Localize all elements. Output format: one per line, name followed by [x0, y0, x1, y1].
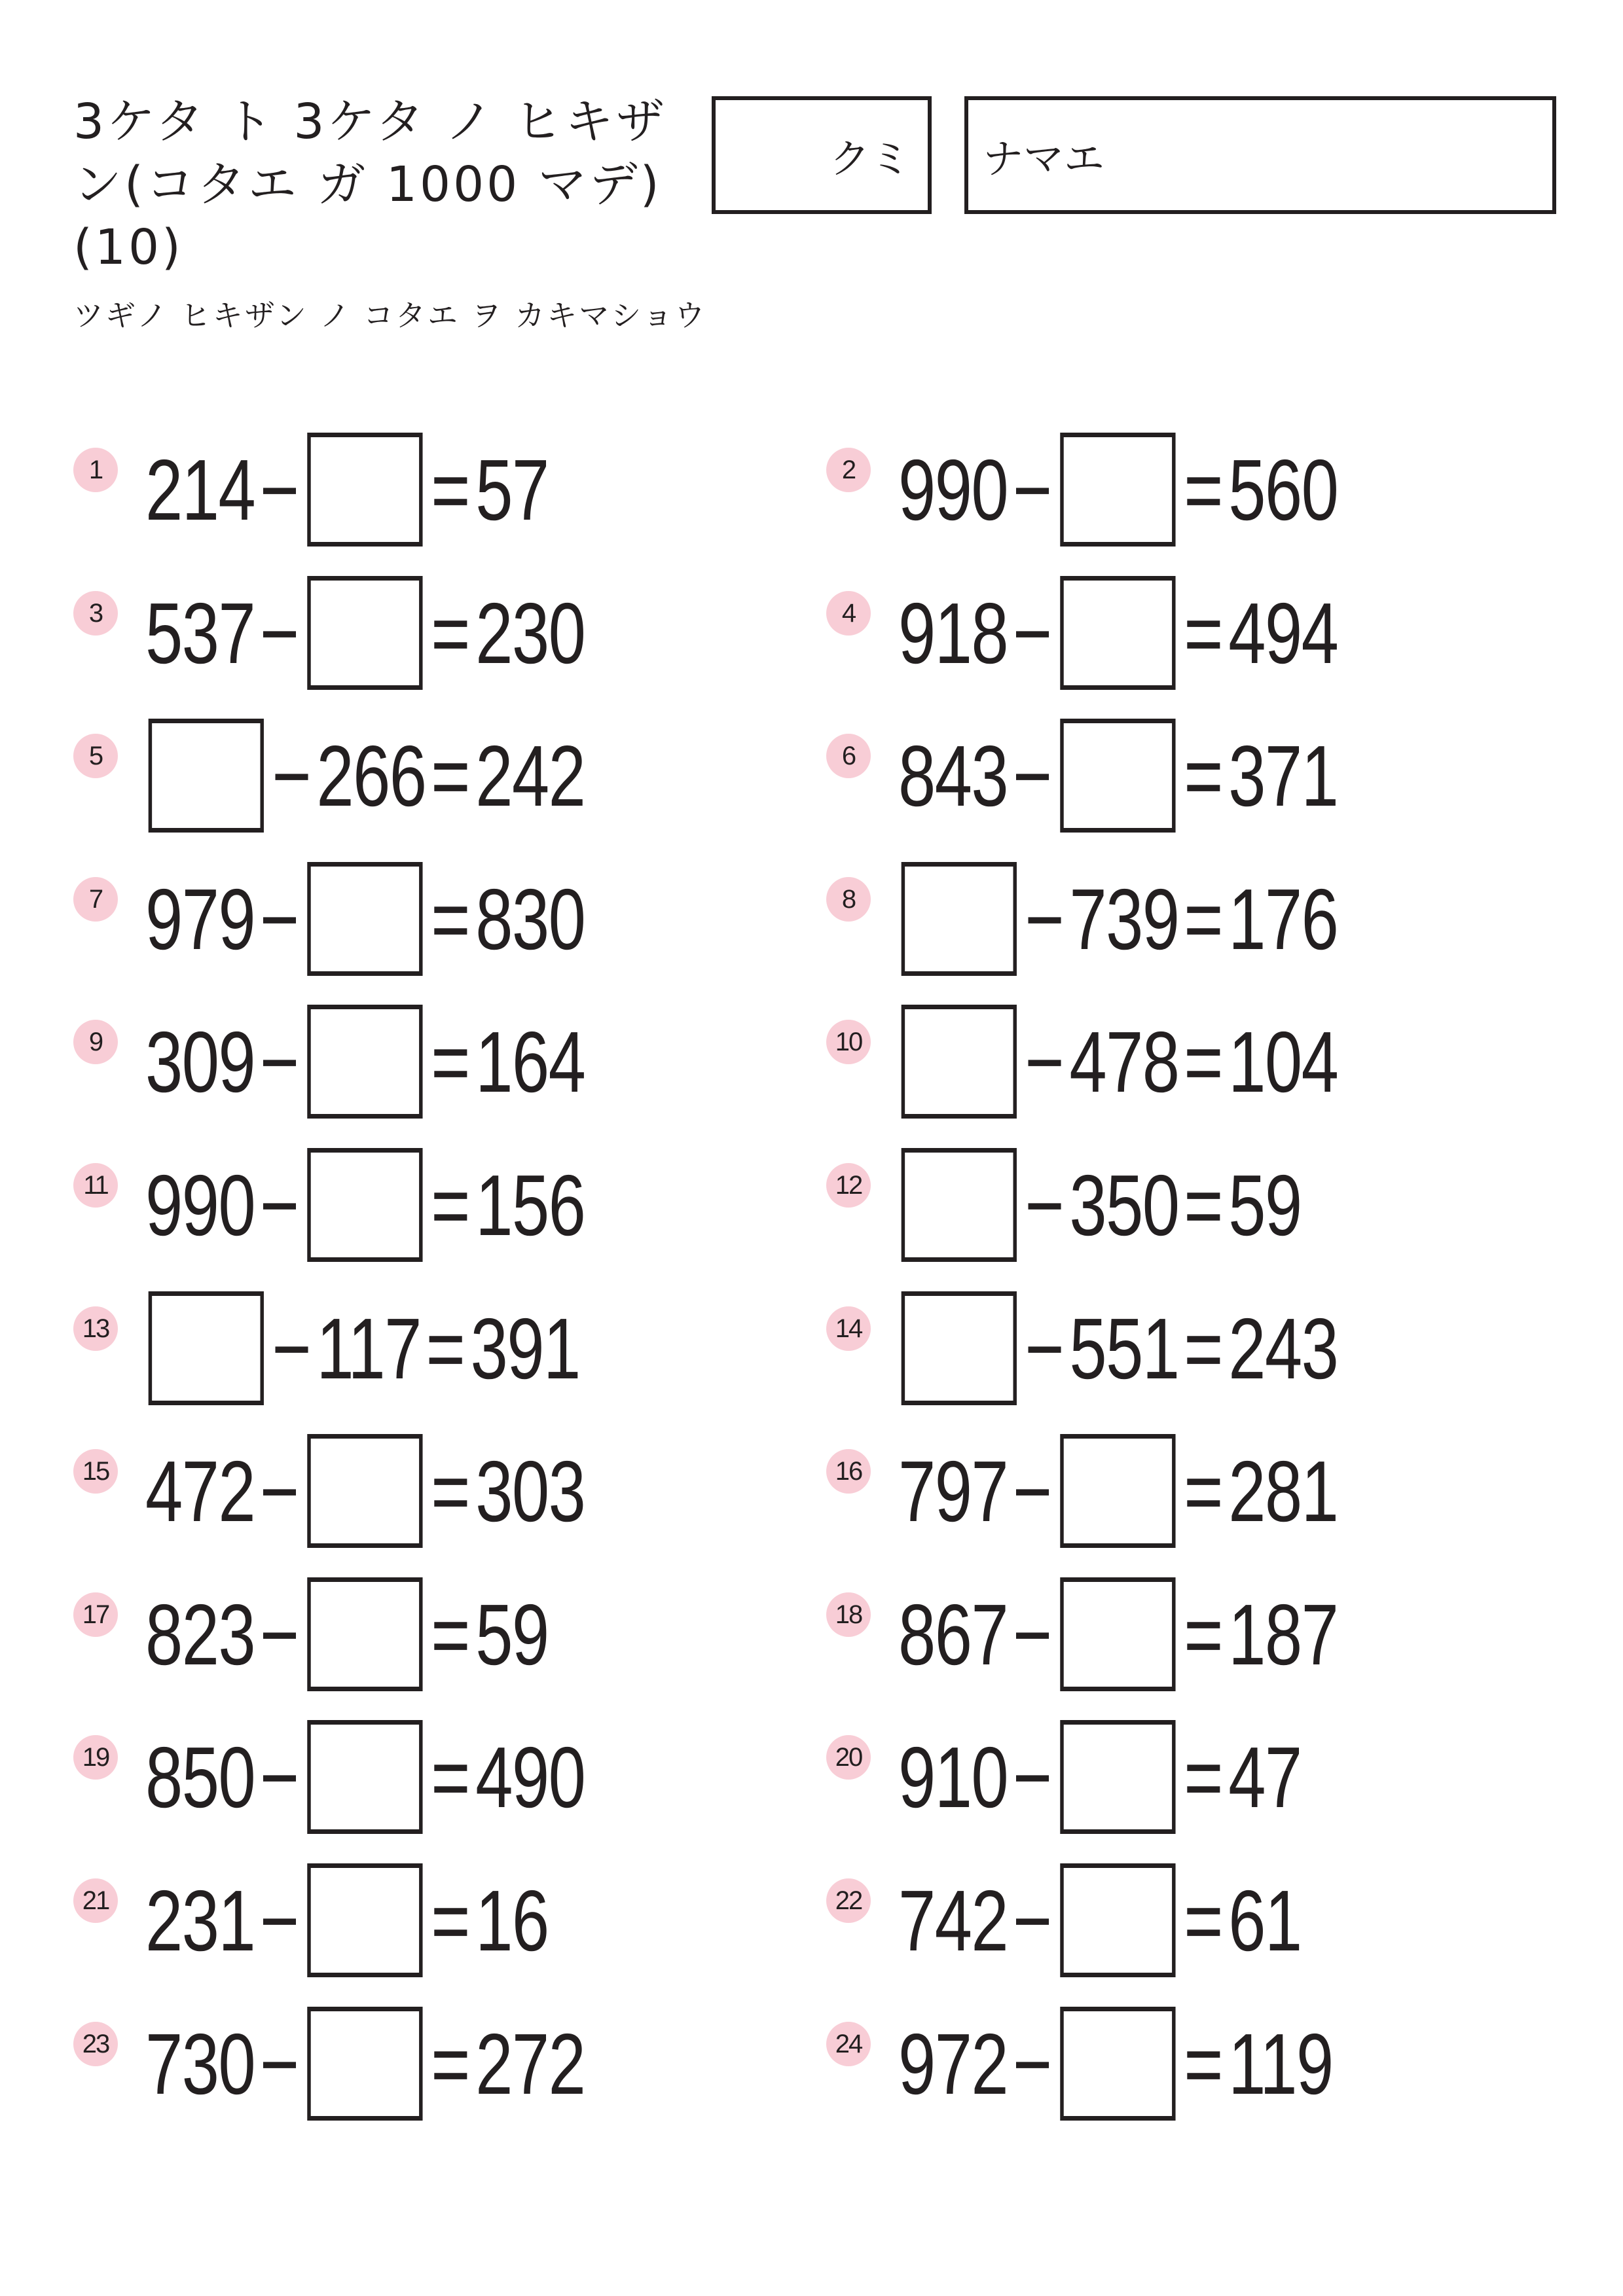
subtrahend: 478: [1069, 1013, 1179, 1110]
problem-item: [826, 2005, 1481, 2123]
subtrahend: 266: [316, 727, 426, 824]
result: 59: [1228, 1157, 1302, 1253]
problem-expression: [898, 2005, 1333, 2123]
minuend: 990: [898, 441, 1008, 538]
equals-sign: =: [431, 870, 471, 967]
problem-expression: [145, 1432, 585, 1550]
problem-number: 20: [826, 1735, 871, 1780]
equals-sign: =: [431, 1872, 471, 1969]
problem-expression: [145, 574, 585, 692]
minuend: 823: [145, 1586, 255, 1683]
result: 57: [475, 441, 549, 538]
answer-box[interactable]: [902, 1148, 1017, 1262]
problem-number: 15: [73, 1449, 118, 1494]
subtrahend: 117: [316, 1300, 421, 1397]
answer-box[interactable]: [1061, 433, 1176, 547]
minuend: 730: [145, 2015, 255, 2112]
problem-number: 1: [73, 448, 118, 492]
problem-expression: [898, 717, 1338, 834]
minus-sign: −: [1025, 1300, 1065, 1397]
problem-number: 2: [826, 448, 871, 492]
equals-sign: =: [431, 727, 471, 824]
problem-expression: [145, 1718, 585, 1836]
problem-number: 23: [73, 2022, 118, 2066]
minus-sign: −: [259, 1013, 300, 1110]
result: 16: [475, 1872, 549, 1969]
result: 560: [1228, 441, 1338, 538]
problem-number: 14: [826, 1306, 871, 1351]
problem-number: 7: [73, 877, 118, 922]
minus-sign: −: [259, 1729, 300, 1825]
problem-expression: [145, 431, 549, 548]
answer-box[interactable]: [1061, 719, 1176, 833]
subtrahend: 551: [1069, 1300, 1179, 1397]
problem-expression: [898, 860, 1338, 978]
minuend: 797: [898, 1443, 1008, 1539]
equals-sign: =: [431, 2015, 471, 2112]
result: 242: [475, 727, 585, 824]
problem-number: 13: [73, 1306, 118, 1351]
equals-sign: =: [431, 1443, 471, 1539]
subtrahend: 350: [1069, 1157, 1179, 1253]
problem-item: [826, 1003, 1481, 1121]
equals-sign: =: [1184, 1443, 1224, 1539]
answer-box[interactable]: [308, 1720, 423, 1834]
problem-item: [826, 1146, 1481, 1264]
name-label: ナマエ: [983, 134, 1105, 183]
result: 156: [475, 1157, 585, 1253]
problem-number: 18: [826, 1592, 871, 1637]
minus-sign: −: [1012, 1872, 1053, 1969]
problem-item: [73, 1575, 728, 1693]
minus-sign: −: [1012, 584, 1053, 681]
problem-number: 11: [73, 1163, 118, 1208]
problem-number: 12: [826, 1163, 871, 1208]
answer-box[interactable]: [1061, 1863, 1176, 1977]
answer-box[interactable]: [308, 1005, 423, 1119]
problem-number: 3: [73, 591, 118, 636]
problem-item: [73, 1861, 728, 1979]
minus-sign: −: [1012, 1586, 1053, 1683]
minus-sign: −: [259, 1872, 300, 1969]
problem-item: [826, 717, 1481, 834]
answer-box[interactable]: [1061, 2007, 1176, 2121]
instruction-text: ツギノ ヒキザン ノ コタエ ヲ カキマショウ: [73, 298, 707, 333]
answer-box[interactable]: [1061, 1577, 1176, 1691]
result: 187: [1228, 1586, 1338, 1683]
minus-sign: −: [259, 1157, 300, 1253]
result: 230: [475, 584, 585, 681]
equals-sign: =: [1184, 1013, 1224, 1110]
result: 119: [1228, 2015, 1333, 2112]
minuend: 979: [145, 870, 255, 967]
equals-sign: =: [431, 441, 471, 538]
result: 494: [1228, 584, 1338, 681]
minus-sign: −: [259, 1443, 300, 1539]
minus-sign: −: [259, 1586, 300, 1683]
problem-item: [73, 1718, 728, 1836]
problem-item: [826, 431, 1481, 548]
minuend: 850: [145, 1729, 255, 1825]
minuend: 910: [898, 1729, 1008, 1825]
minus-sign: −: [272, 727, 312, 824]
result: 490: [475, 1729, 585, 1825]
minuend: 972: [898, 2015, 1008, 2112]
problem-expression: [145, 1289, 580, 1407]
answer-box[interactable]: [1061, 1434, 1176, 1548]
problem-expression: [145, 1575, 549, 1693]
equals-sign: =: [431, 1013, 471, 1110]
problem-expression: [898, 1146, 1302, 1264]
answer-box[interactable]: [308, 862, 423, 976]
answer-box[interactable]: [902, 1291, 1017, 1405]
problem-number: 24: [826, 2022, 871, 2066]
equals-sign: =: [431, 1586, 471, 1683]
problem-item: [73, 1289, 728, 1407]
minuend: 472: [145, 1443, 255, 1539]
result: 830: [475, 870, 585, 967]
result: 281: [1228, 1443, 1338, 1539]
minus-sign: −: [259, 2015, 300, 2112]
minuend: 309: [145, 1013, 255, 1110]
minuend: 843: [898, 727, 1008, 824]
problem-item: [73, 860, 728, 978]
problem-item: [73, 1432, 728, 1550]
result: 61: [1228, 1872, 1302, 1969]
result: 243: [1228, 1300, 1338, 1397]
problem-item: [73, 2005, 728, 2123]
problem-number: 10: [826, 1020, 871, 1064]
equals-sign: =: [1184, 441, 1224, 538]
problem-expression: [145, 717, 585, 834]
worksheet-title: 3ケタ ト 3ケタ ノ ヒキザン(コタエ ガ 1000 マデ)(10): [73, 94, 667, 276]
problem-item: [73, 574, 728, 692]
answer-box[interactable]: [149, 719, 264, 833]
equals-sign: =: [1184, 2015, 1224, 2112]
equals-sign: =: [426, 1300, 465, 1397]
problem-item: [826, 1575, 1481, 1693]
answer-box[interactable]: [308, 2007, 423, 2121]
problem-number: 16: [826, 1449, 871, 1494]
problem-expression: [898, 1718, 1302, 1836]
problem-number: 22: [826, 1878, 871, 1923]
minuend: 742: [898, 1872, 1008, 1969]
equals-sign: =: [1184, 1586, 1224, 1683]
class-label: クミ: [829, 134, 911, 183]
problem-item: [826, 1861, 1481, 1979]
answer-box[interactable]: [308, 1148, 423, 1262]
subtrahend: 739: [1069, 870, 1179, 967]
minuend: 537: [145, 584, 255, 681]
answer-box[interactable]: [308, 1863, 423, 1977]
minuend: 231: [145, 1872, 255, 1969]
problem-number: 4: [826, 591, 871, 636]
result: 59: [475, 1586, 549, 1683]
minus-sign: −: [1012, 1443, 1053, 1539]
answer-box[interactable]: [902, 1005, 1017, 1119]
problem-item: [73, 717, 728, 834]
minuend: 990: [145, 1157, 255, 1253]
equals-sign: =: [431, 584, 471, 681]
problem-expression: [145, 1861, 549, 1979]
minus-sign: −: [259, 584, 300, 681]
minus-sign: −: [1025, 1157, 1065, 1253]
name-field[interactable]: [964, 96, 1556, 214]
equals-sign: =: [1184, 584, 1224, 681]
minus-sign: −: [1025, 870, 1065, 967]
equals-sign: =: [431, 1729, 471, 1825]
problem-expression: [898, 1861, 1302, 1979]
problem-number: 21: [73, 1878, 118, 1923]
answer-box[interactable]: [1061, 1720, 1176, 1834]
equals-sign: =: [1184, 1300, 1224, 1397]
problem-expression: [898, 574, 1338, 692]
minus-sign: −: [1012, 1729, 1053, 1825]
class-field[interactable]: [712, 96, 932, 214]
result: 272: [475, 2015, 585, 2112]
answer-box[interactable]: [308, 1434, 423, 1548]
answer-box[interactable]: [149, 1291, 264, 1405]
problem-number: 8: [826, 877, 871, 922]
result: 303: [475, 1443, 585, 1539]
problem-item: [826, 860, 1481, 978]
answer-box[interactable]: [1061, 576, 1176, 690]
problem-expression: [145, 860, 585, 978]
result: 371: [1228, 727, 1338, 824]
minus-sign: −: [272, 1300, 312, 1397]
problem-expression: [898, 1289, 1338, 1407]
problem-item: [73, 1146, 728, 1264]
problem-item: [826, 574, 1481, 692]
problem-expression: [898, 1003, 1338, 1121]
problem-number: 5: [73, 734, 118, 778]
result: 164: [475, 1013, 585, 1110]
problem-expression: [898, 431, 1338, 548]
minuend: 867: [898, 1586, 1008, 1683]
problem-number: 17: [73, 1592, 118, 1637]
equals-sign: =: [1184, 727, 1224, 824]
minus-sign: −: [1012, 441, 1053, 538]
problem-item: [826, 1289, 1481, 1407]
problem-expression: [898, 1432, 1338, 1550]
problem-item: [73, 431, 728, 548]
problem-item: [73, 1003, 728, 1121]
problem-expression: [145, 2005, 585, 2123]
minus-sign: −: [1012, 727, 1053, 824]
equals-sign: =: [1184, 1157, 1224, 1253]
equals-sign: =: [1184, 1729, 1224, 1825]
minus-sign: −: [259, 441, 300, 538]
problem-expression: [145, 1003, 585, 1121]
problem-item: [826, 1718, 1481, 1836]
answer-box[interactable]: [308, 576, 423, 690]
problem-item: [826, 1432, 1481, 1550]
problem-number: 6: [826, 734, 871, 778]
answer-box[interactable]: [308, 1577, 423, 1691]
result: 176: [1228, 870, 1338, 967]
minuend: 918: [898, 584, 1008, 681]
equals-sign: =: [431, 1157, 471, 1253]
equals-sign: =: [1184, 870, 1224, 967]
minuend: 214: [145, 441, 255, 538]
equals-sign: =: [1184, 1872, 1224, 1969]
minus-sign: −: [1025, 1013, 1065, 1110]
problem-expression: [898, 1575, 1338, 1693]
answer-box[interactable]: [902, 862, 1017, 976]
problem-number: 9: [73, 1020, 118, 1064]
answer-box[interactable]: [308, 433, 423, 547]
minus-sign: −: [1012, 2015, 1053, 2112]
minus-sign: −: [259, 870, 300, 967]
result: 391: [470, 1300, 580, 1397]
result: 47: [1228, 1729, 1302, 1825]
problem-number: 19: [73, 1735, 118, 1780]
problem-expression: [145, 1146, 585, 1264]
result: 104: [1228, 1013, 1338, 1110]
